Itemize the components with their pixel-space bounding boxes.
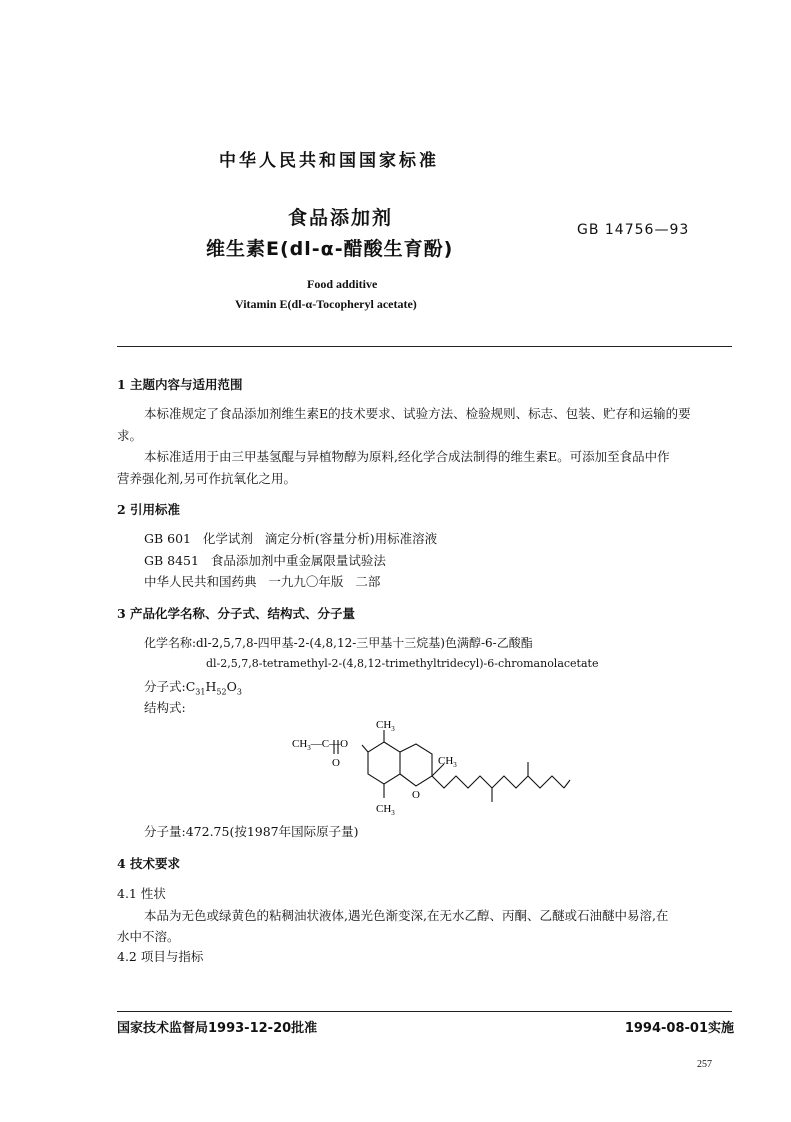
acetyl-group-label: $CH_3—C—O$ bbox=[292, 738, 349, 752]
section-4-2-heading: 4.2 项目与指标 bbox=[117, 949, 204, 964]
ring-o-label: O bbox=[412, 789, 420, 801]
formula-o-count: 3 bbox=[236, 687, 242, 697]
side-chain bbox=[432, 776, 564, 788]
standard-title-cn-line2: 维生素E(dl-α-醋酸生育酚) bbox=[206, 238, 454, 260]
standard-title-en-line2: Vitamin E(dl-α-Tocopheryl acetate) bbox=[235, 297, 417, 311]
ch3-bottom-label: $CH_3$ bbox=[376, 803, 395, 817]
pyran-ring bbox=[400, 744, 432, 786]
formula-o: O bbox=[226, 679, 237, 694]
reference-item: 中华人民共和国药典 一九九〇年版 二部 bbox=[144, 574, 381, 589]
approval-date: 国家技术监督局1993-12-20批准 bbox=[117, 1021, 318, 1036]
standard-number: GB 14756—93 bbox=[577, 222, 690, 238]
ch3-top-label: $CH_3$ bbox=[376, 719, 395, 733]
section-1-heading: 1 主题内容与适用范围 bbox=[117, 377, 243, 392]
section-3-heading: 3 产品化学名称、分子式、结构式、分子量 bbox=[117, 606, 356, 621]
header-divider bbox=[117, 346, 732, 347]
formula-c-count: 31 bbox=[195, 687, 206, 697]
side-chain-methyl-3 bbox=[564, 780, 570, 788]
section-4-1-heading: 4.1 性状 bbox=[117, 886, 166, 901]
structural-formula bbox=[280, 714, 580, 824]
section-2-heading: 2 引用标准 bbox=[117, 502, 181, 517]
structure-label: 结构式: bbox=[144, 700, 186, 715]
standard-title-cn-line1: 食品添加剂 bbox=[288, 207, 394, 229]
section-4-1-para-line1: 本品为无色或绿黄色的粘稠油状液体,遇光色渐变深,在无水乙醇、丙酮、乙醚或石油醚中易溶,在 bbox=[144, 908, 669, 923]
footer-divider bbox=[117, 1011, 732, 1012]
implementation-date: 1994-08-01实施 bbox=[624, 1021, 734, 1036]
section-1-para2-line1: 本标准适用于由三甲基氢醌与异植物醇为原料,经化学合成法制得的维生素E。可添加至食品中作 bbox=[144, 449, 670, 464]
formula-prefix: 分子式:C bbox=[144, 679, 196, 694]
national-standard-title: 中华人民共和国国家标准 bbox=[219, 151, 439, 171]
section-4-heading: 4 技术要求 bbox=[117, 856, 181, 871]
molecular-weight: 分子量:472.75(按1987年国际原子量) bbox=[144, 824, 359, 839]
formula-h: H bbox=[205, 679, 217, 694]
section-1-para2-line2: 营养强化剂,另可作抗氧化之用。 bbox=[117, 471, 296, 486]
carbonyl-o-label: O bbox=[332, 757, 340, 769]
chemical-name-en: dl-2,5,7,8-tetramethyl-2-(4,8,12-trimethyltridecyl)-6-chromanolacetate bbox=[206, 657, 599, 670]
formula-h-count: 52 bbox=[216, 687, 227, 697]
section-1-para1-line1: 本标准规定了食品添加剂维生素E的技术要求、试验方法、检验规则、标志、包装、贮存和运输的要 bbox=[144, 406, 691, 421]
aromatic-ring bbox=[368, 742, 400, 784]
section-1-para1-line2: 求。 bbox=[117, 428, 143, 443]
chemical-name-cn: 化学名称:dl-2,5,7,8-四甲基-2-(4,8,12-三甲基十三烷基)色满醇-6-乙酸酯 bbox=[144, 636, 533, 650]
bond-o-ring bbox=[362, 745, 368, 752]
page-number: 257 bbox=[697, 1059, 712, 1070]
ch3-quat-label: $CH_3$ bbox=[438, 755, 457, 769]
reference-item: GB 8451 食品添加剂中重金属限量试验法 bbox=[144, 553, 386, 568]
reference-item: GB 601 化学试剂 滴定分析(容量分析)用标准溶液 bbox=[144, 531, 438, 546]
standard-title-en-line1: Food additive bbox=[307, 277, 378, 291]
section-4-1-para-line2: 水中不溶。 bbox=[117, 929, 180, 944]
